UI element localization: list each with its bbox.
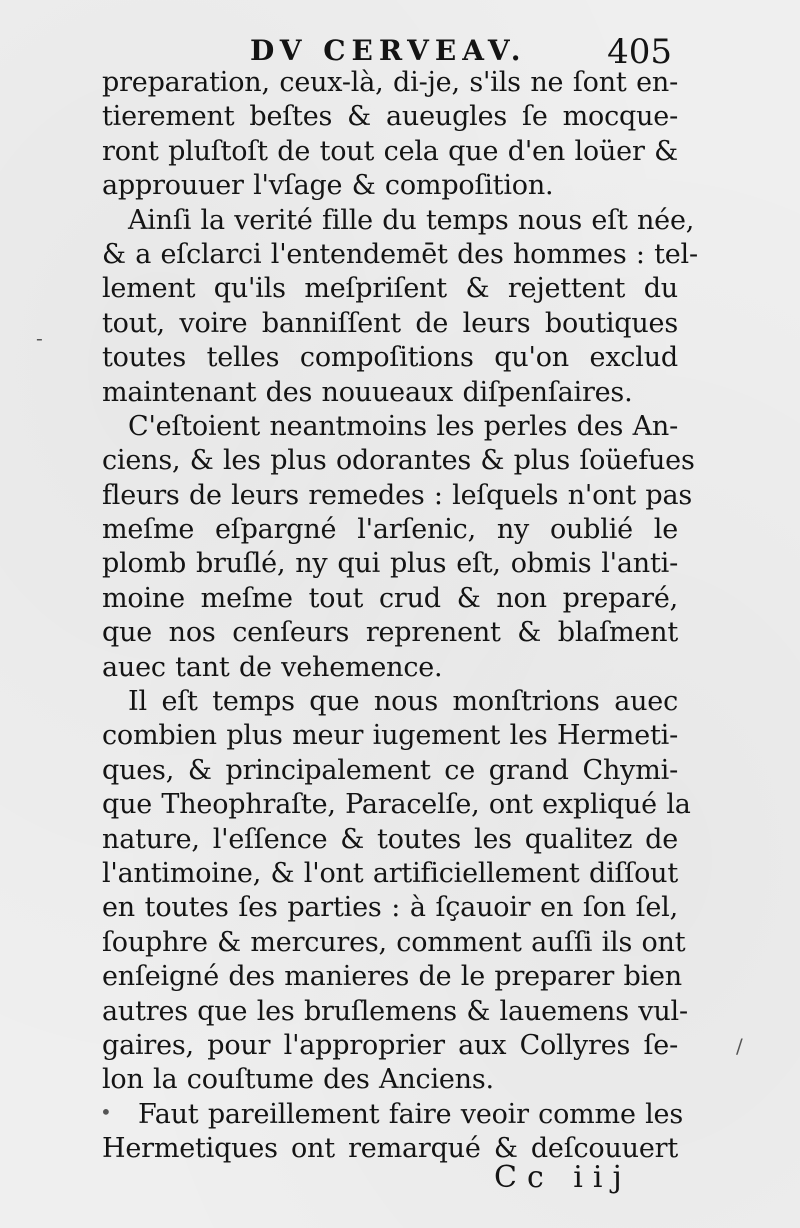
text-line: que Theophraſte, Paracelſe, ont expliqué la: [102, 789, 691, 821]
text-line: gaires, pour l'approprier aux Collyres ſe-: [102, 1029, 678, 1061]
text-line: maintenant des nouueaux diſpenſaires.: [102, 376, 633, 408]
text-line: en toutes ſes parties : à ſçauoir en ſon ſel,: [102, 892, 678, 924]
text-line: nature, l'eſſence & toutes les qualitez de: [102, 823, 678, 855]
stray-mark: •: [100, 1100, 112, 1124]
text-line: autres que les bruſlemens & lauemens vul-: [102, 995, 688, 1027]
text-line: que nos cenſeurs reprenent & blaſment: [102, 617, 678, 649]
text-line: & a eſclarci l'entendemēt des hommes : tel-: [102, 238, 698, 270]
text-line: ciens, & les plus odorantes & plus ſoüefues: [102, 445, 695, 477]
stray-mark: -: [36, 326, 43, 350]
text-line: moine meſme tout crud & non preparé,: [102, 582, 678, 614]
text-line: Il eſt temps que nous monſtrions auec: [128, 686, 678, 718]
stray-mark: /: [736, 1034, 743, 1058]
text-line: fleurs de leurs remedes : leſquels n'ont pas: [102, 479, 693, 511]
page-body: [102, 66, 698, 1167]
text-line: approuuer l'vſage & compoſition.: [102, 170, 554, 202]
text-line: lon la couſtume des Anciens.: [102, 1064, 494, 1096]
text-line: lement qu'ils meſpriſent & rejettent du: [102, 273, 678, 305]
text-line: meſme eſpargné l'arſenic, ny oublié le: [102, 514, 678, 546]
text-line: C'eſtoient neantmoins les perles des An-: [128, 410, 678, 442]
text-line: auec tant de vehemence.: [102, 651, 443, 683]
text-line: tierement beſtes & aueugles ſe mocque-: [102, 101, 678, 133]
text-line: Ainſi la verité fille du temps nous eſt née,: [128, 204, 695, 236]
text-line: ques, & principalement ce grand Chymi-: [102, 754, 678, 786]
text-line: ront pluſtoſt de tout cela que d'en loüer &: [102, 135, 678, 167]
text-line: ſouphre & mercures, comment auſſi ils ont: [102, 926, 686, 958]
text-line: combien plus meur iugement les Hermeti-: [102, 720, 678, 752]
text-line: Hermetiques ont remarqué & deſcouuert: [102, 1133, 678, 1165]
running-head: DV CERVEAV.: [250, 34, 527, 67]
text-line: toutes telles compoſitions qu'on exclud: [102, 342, 678, 374]
text-line: preparation, ceux-là, di-je, s'ils ne ſont en-: [102, 67, 678, 98]
text-line: tout, voire banniſſent de leurs boutiques: [102, 307, 678, 339]
text-line: l'antimoine, & l'ont artificiellement diſſout: [102, 857, 678, 889]
signature-mark: Cc iij: [494, 1160, 632, 1195]
page-number: 405: [607, 32, 672, 72]
text-line: enſeigné des manieres de le preparer bien: [102, 961, 682, 993]
text-line: Faut pareillement faire veoir comme les: [138, 1098, 683, 1130]
text-line: plomb bruſlé, ny qui plus eſt, obmis l'anti-: [102, 548, 678, 580]
